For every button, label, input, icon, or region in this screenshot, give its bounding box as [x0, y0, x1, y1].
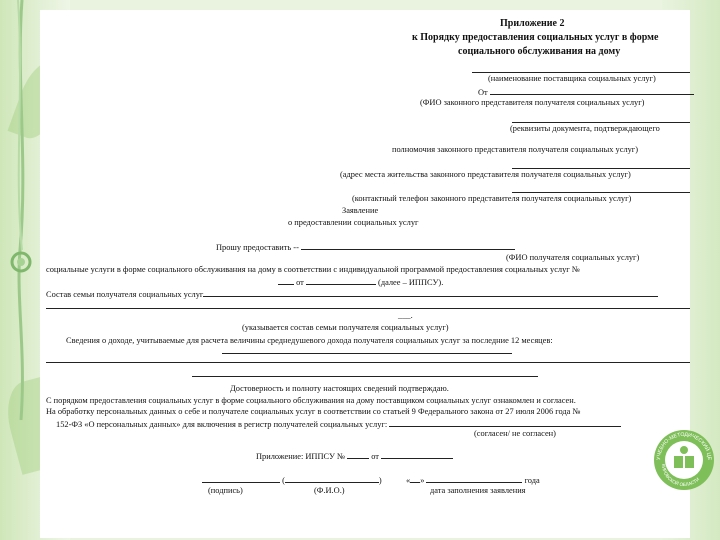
- emblem-text-top: УЧЕБНО-МЕТОДИЧЕСКИЙ ЦЕ: [655, 431, 713, 461]
- income-label: Сведения о доходе, учитываемые для расчета величины среднедушевого дохода получателя социальных услуг за последние 12 месяцев:: [66, 336, 553, 345]
- familiar-text: С порядком предоставления социальных услуг в форме социального обслуживания на дому поставщиком социальных услуг ознакомлен и согласен.: [46, 396, 576, 405]
- family-caption: (указывается состав семьи получателя социальных услуг): [242, 323, 449, 332]
- address-line: [512, 168, 690, 169]
- family-label: Состав семьи получателя социальных услуг: [46, 288, 658, 300]
- book-icon: [680, 446, 688, 454]
- document-subtitle: о предоставлении социальных услуг: [288, 218, 419, 227]
- phone-caption: (контактный телефон законного представителя получателя социальных услуг): [352, 194, 632, 203]
- doc-caption1: (реквизиты документа, подтверждающего: [510, 124, 660, 133]
- confirm-text: Достоверность и полноту настоящих сведений подтверждаю.: [230, 384, 449, 393]
- emblem-logo: [652, 428, 716, 492]
- consent-caption: (согласен/ не согласен): [474, 429, 556, 438]
- income-line2: [46, 362, 690, 363]
- header-line1: Приложение 2: [500, 18, 565, 29]
- family-end: ___.: [398, 311, 413, 320]
- date-caption: дата заполнения заявления: [430, 486, 526, 495]
- consent-line1: На обработку персональных данных о себе и получателе социальных услуг в соответствии со статьей 9 Федерального закона от 27 июля 2006 года №: [46, 407, 581, 416]
- header-line3: социального обслуживания на дому: [458, 46, 621, 57]
- document-title: Заявление: [342, 206, 379, 215]
- emblem-text-bottom: КИРОВСКОЙ ОБЛАСТИ: [660, 463, 701, 488]
- income-line1: [222, 353, 512, 354]
- attachment-line: Приложение: ИППСУ № от: [256, 450, 453, 462]
- family-line: [46, 308, 690, 309]
- sign-caption: (подпись): [208, 486, 243, 495]
- phone-line: [512, 192, 690, 193]
- services-line: социальные услуги в форме социального обслуживания на дому в соответствии с индивидуальной программой предоставления социальных услуг №: [46, 265, 580, 274]
- request-line: Прошу предоставить --: [216, 241, 515, 253]
- knot-center: [17, 258, 25, 266]
- rep-caption: (ФИО законного представителя получателя социальных услуг): [420, 98, 645, 107]
- cord-decoration: [6, 0, 36, 540]
- program-ref-line: от (далее – ИППСУ).: [278, 276, 443, 288]
- provider-caption: (наименование поставщика социальных услуг): [488, 74, 656, 83]
- signature-field: ( ): [202, 474, 382, 486]
- provider-line: [472, 72, 690, 73]
- header-line2: к Порядку предоставления социальных услуг в форме: [412, 32, 659, 43]
- doc-caption2: полномочия законного представителя получателя социальных услуг): [392, 145, 639, 154]
- document-page: [40, 10, 690, 538]
- doc-line: [512, 122, 690, 123]
- consent-line2: 152-ФЗ «О персональных данных» для включения в регистр получателей социальных услуг:: [56, 418, 621, 430]
- from-label: От: [478, 86, 694, 98]
- income-line3: [192, 376, 538, 377]
- address-caption: (адрес места жительства законного представителя получателя социальных услуг): [340, 170, 631, 179]
- date-field: « » года: [406, 476, 540, 485]
- fio-caption: (ФИО получателя социальных услуг): [506, 253, 640, 262]
- fio-sign-caption: (Ф.И.О.): [314, 486, 345, 495]
